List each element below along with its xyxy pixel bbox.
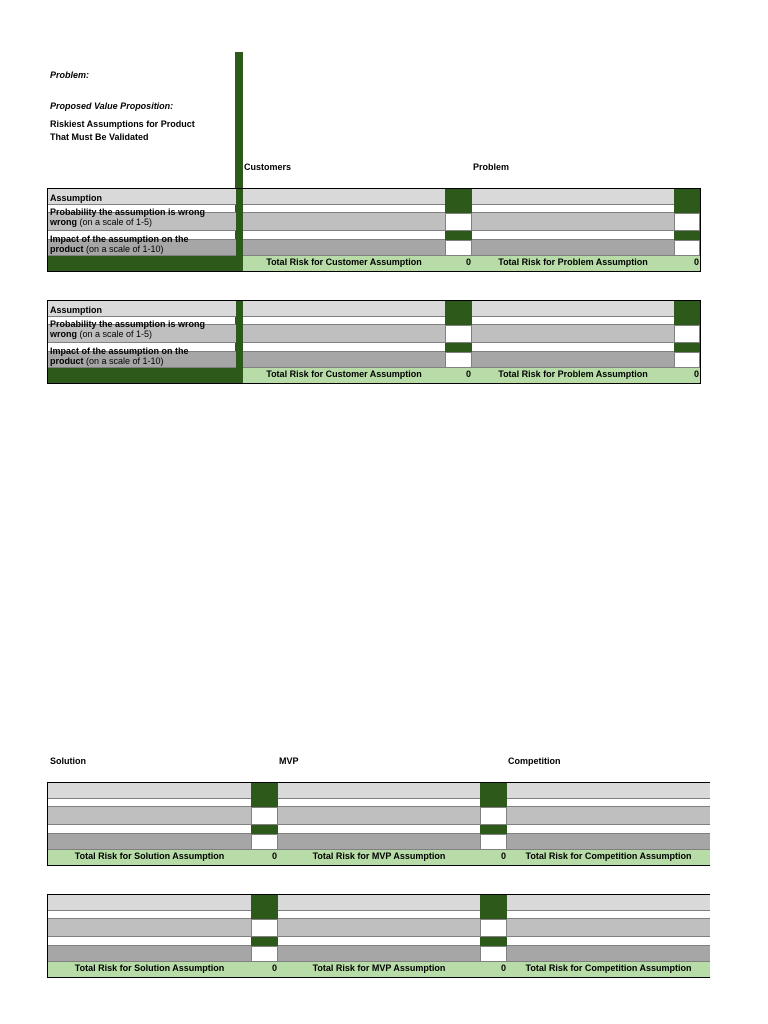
probability-wrong-row-label: Probability the assumption is wrong wrong (on a scale of 1-5): [48, 213, 236, 231]
table-frame: [47, 188, 701, 272]
customers-column-title: Customers: [244, 162, 292, 172]
probability-wrong-row-label: Probability the assumption is wrong wrong (on a scale of 1-5): [48, 325, 236, 343]
problem-total-label: Total Risk for Problem Assumption: [472, 256, 674, 271]
table-frame: [47, 300, 701, 384]
customer-total-label: Total Risk for Customer Assumption: [243, 256, 445, 271]
impact-row-label: Impact of the assumption on the product (on a scale of 1-10): [48, 240, 236, 256]
table-frame: [47, 782, 710, 866]
customer-total-value: 0: [445, 256, 472, 271]
problem-label: Problem:: [50, 70, 90, 80]
customer-total-label: Total Risk for Customer Assumption: [243, 368, 445, 383]
problem-total-value: 0: [674, 256, 700, 271]
solution-column-title: Solution: [50, 756, 86, 766]
mvp-total-value: 0: [480, 962, 507, 977]
mvp-total-value: 0: [480, 850, 507, 865]
problem-total-value: 0: [674, 368, 700, 383]
mvp-column-title: MVP: [279, 756, 299, 766]
riskiest-assumptions-heading-clipped: Riskiest Assumptions for Product: [50, 119, 195, 129]
solution-total-value: 0: [251, 850, 278, 865]
riskiest-assumptions-heading: That Must Be Validated: [50, 132, 149, 142]
table-frame: [47, 894, 710, 978]
assumption-row-label: Assumption: [48, 301, 236, 317]
value-proposition-label: Proposed Value Proposition:: [50, 101, 174, 111]
solution-total-label: Total Risk for Solution Assumption: [48, 962, 251, 977]
customer-total-value: 0: [445, 368, 472, 383]
competition-column-title: Competition: [508, 756, 561, 766]
problem-total-label: Total Risk for Problem Assumption: [472, 368, 674, 383]
mvp-total-label: Total Risk for MVP Assumption: [278, 850, 480, 865]
assumption-row-label: Assumption: [48, 189, 236, 205]
impact-row-label: Impact of the assumption on the product (on a scale of 1-10): [48, 352, 236, 368]
competition-total-label: Total Risk for Competition Assumption: [507, 850, 710, 865]
mvp-total-label: Total Risk for MVP Assumption: [278, 962, 480, 977]
solution-total-value: 0: [251, 962, 278, 977]
solution-total-label: Total Risk for Solution Assumption: [48, 850, 251, 865]
competition-total-label: Total Risk for Competition Assumption: [507, 962, 710, 977]
problem-column-title: Problem: [473, 162, 510, 172]
